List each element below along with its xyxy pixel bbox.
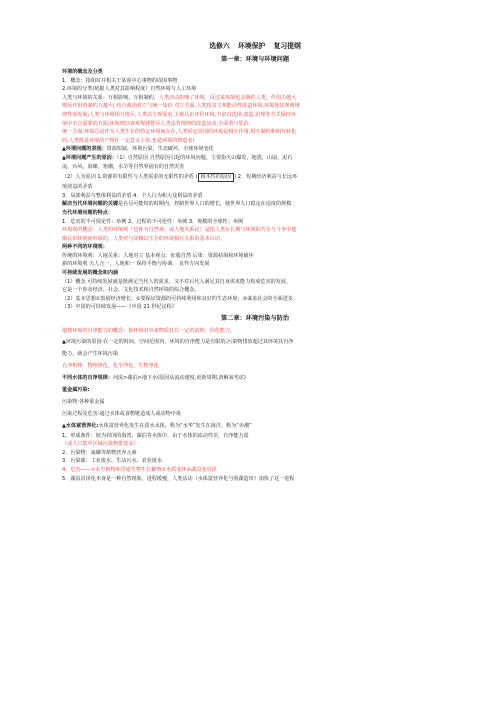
text-line: ▲水体富营养化:水体富营养化发生在淡水水体，称为“水华”发生在海洋，称为“赤潮” xyxy=(62,422,252,429)
chapter-1-title: 第一章：环境与环境问题 xyxy=(220,56,290,63)
text-line: 地球环境的自净能力的概念：指环境对外来物质具有一定的消纳、同化能力。 xyxy=(62,328,236,335)
section-heading: 重金属污染: xyxy=(62,386,90,393)
text-line: 律性而发展;人类与环境相互排斥,人类以主观需求,主观认识评价环境,力求以选择,改造,治理等方式保持环 xyxy=(62,111,296,118)
text-line: 统一方面:环境总是作为人类生存的特定环境而存在,人类同它周围的环境是相互作用,相互制约和相互转化 xyxy=(62,129,297,136)
text-line: 的,人类既是环境的产物在一定意义上讲,也是环境的塑造者) xyxy=(62,137,195,144)
text-line: （2）基本思想①鼓励经济增长；②要保证资源的可持续利用和良好的生态环境；③谋求社会的全面进步。 xyxy=(62,295,298,302)
title-course: 选修六 xyxy=(209,42,230,50)
text-line: 2．污染物：氮磷等植物营养元素 xyxy=(62,449,137,456)
text-line: 3．污染源：工业废水、生活污水、农业废水 xyxy=(62,458,163,465)
document-title xyxy=(62,40,448,52)
text-line: 1．概念：指相对并相关于某项中心事物的周围事物 xyxy=(62,77,178,84)
text-line: 污染过程及危害:通过水体或食物链造成人或动物中毒 xyxy=(62,410,181,417)
text-line: 4、危害——①水生植物和浮游生物生长繁殖②水质变坏③湖泊变沼泽 xyxy=(62,467,217,473)
text-line: 解决当代环境问题的关键是在尽可能短的时期内，控制世界人口的增长，使世界人口稳定在适度的规模 xyxy=(62,201,292,208)
section-heading: 环境的概念及分类 xyxy=(62,69,103,75)
text-line: 3．局部利益与整体利益的矛盾 4．个人行为和大众利益的矛盾 xyxy=(62,192,203,199)
text-line: ▲环境污染的原因:在一定的时间、空间范围内，环境的自净能力是有限的,污染物排放超过其环境其自净 xyxy=(62,338,294,345)
text-line: （2）人为原因 1.资源的有限性与人类需求的无限性的矛盾 ( 根本性的原因 ) 2．短期经济利益与长远环 xyxy=(62,174,298,181)
text-line: （1）概念 可持续发展就是既满足当代人的需求，又不对后代人满足其自身需求能力构成危害的发展。 xyxy=(62,278,291,285)
text-line: ▲环境问题的表现：资源短缺，环境污染，生态破坏，全球环境变化 xyxy=(62,146,214,153)
title-topic: 环境保护 xyxy=(238,42,266,50)
text-line: 5．湖泊沼泽化本身是一种自然现象，进程缓慢，人类活动（水体富营养化与围湖造田）加快了这一进程 xyxy=(62,475,295,482)
text-line: 新的环境观 天人合一，人地和一 保持平衡与协调， 良性方向发展 xyxy=(62,261,210,268)
text-line: 1、形成条件：较为封闭的海湾、湖泊等水体中，由于水体的流动性差，自净能力弱 xyxy=(62,432,249,439)
document-content xyxy=(62,40,448,483)
section-heading: 两种不同的环境观： xyxy=(62,244,108,251)
text-line: （3）中国的可持续发展——《中国 21 世纪议程》 xyxy=(62,304,177,311)
text-line: 2.环境的分类(依据人类对其影响程度）自然环境与人工环境 xyxy=(62,86,197,93)
text-line: 不同水体的自净规律：河流>湖泊>地下水(原因从流动速度,更新周期,溶解氧考虑) xyxy=(62,374,246,381)
text-line: 流，台风，海啸，寒潮，水旱等自然界固有的自然灾害 xyxy=(62,163,185,170)
text-line: （或人口集中区域污染物排放多） xyxy=(62,441,139,448)
text-line: 自净机理：物理净化，化学净化，生物净化 xyxy=(62,362,159,369)
section-heading: 当代环境问题的特点： xyxy=(62,209,113,216)
text-line: 渐认识环境而形成的，人类对与其赖以生存的环境相互关系的基本认识。 xyxy=(62,235,226,242)
text-line: 污染物:各种重金属 xyxy=(62,398,105,405)
text-line: 能力，就会产生环境污染 xyxy=(62,350,119,357)
chapter-2-title: 第二章：环境污染与防治 xyxy=(220,315,290,323)
text-line: 1．危害的不可预见性：举例 2、过程的不可逆性：举例 3、规模的全球性：举例 xyxy=(62,218,244,225)
text-line: 人类与环境的关系：互相影响、互相制约，人类活动影响了环境，反过来环境也会制约人类，作用力越大 xyxy=(62,94,297,101)
text-line: 传统的环境观：人地关系：人地对立 基本观点：征服自然 后果：资源枯竭和环境破坏 xyxy=(62,252,254,259)
text-line: 它是一个涉及经济、社会、文化技术和自然环境的综合概念。 xyxy=(62,287,200,294)
boxed-text: 根本性的原因 xyxy=(198,173,235,182)
text-line: ▲环境问题产生的原因：（1）自然原因 自然原因引起的环境问题，主要指火山爆发，地震，山崩，泥石 xyxy=(62,154,293,161)
text-line: 则反作用的制约力越大( 结合政治对立与统一知识 对立方面,人类按其主观能动性改造环境,环境按其客观规 xyxy=(62,103,300,110)
title-type: 复习提纲 xyxy=(273,42,301,50)
section-heading: 可持续发展的概念和内涵 xyxy=(62,270,119,277)
text-line: 境中不合需要的方面;环境则以客观规律排斥人类违背规律的改造活动,全面着与惩治. xyxy=(62,120,251,127)
text-line: 环境观的概念：人类的环境观（也称为自然观；或人地关系论）是指人类在长期与环境的共存与斗争中逐 xyxy=(62,227,297,234)
text-line: 境效益的矛盾 xyxy=(62,184,93,191)
